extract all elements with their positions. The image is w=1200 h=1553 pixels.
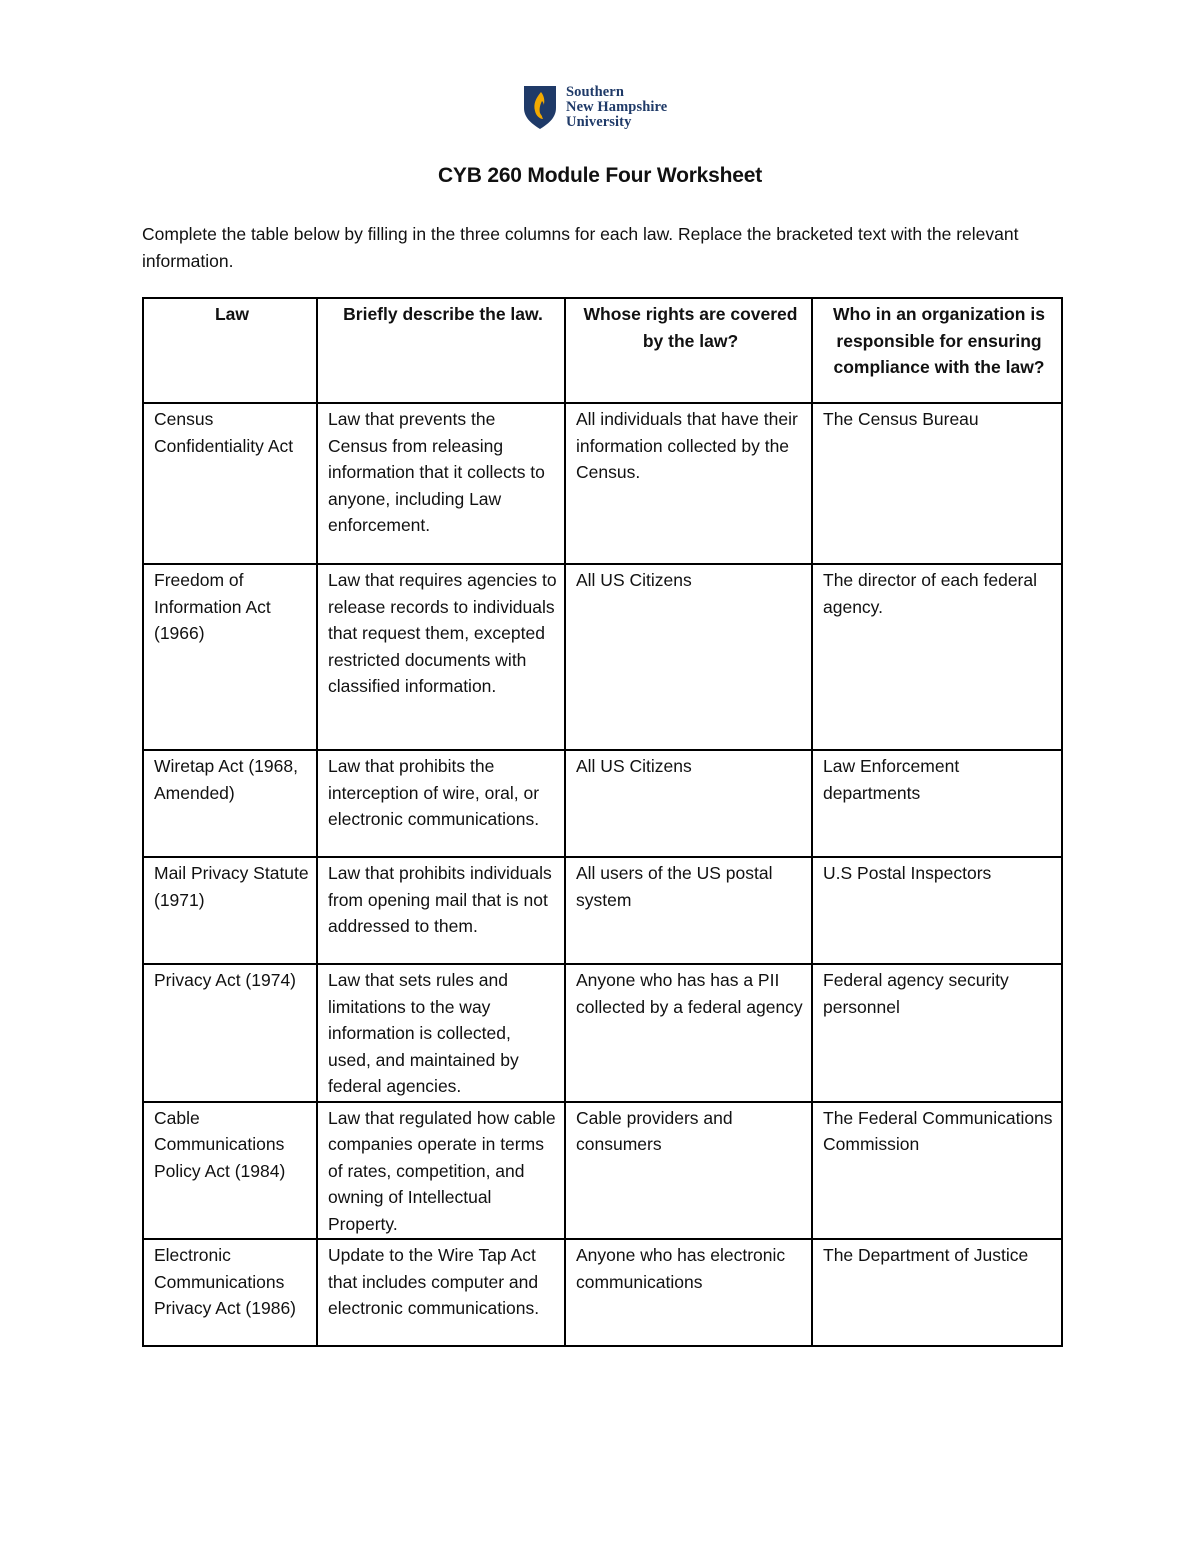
rights-cell: Anyone who has has a PII collected by a federal agency [565, 964, 812, 1102]
rights-cell: Cable providers and consumers [565, 1102, 812, 1240]
responsible-cell: The Census Bureau [812, 403, 1062, 564]
responsible-cell: Federal agency security personnel [812, 964, 1062, 1102]
law-cell: Cable Communications Policy Act (1984) [143, 1102, 317, 1240]
description-cell: Update to the Wire Tap Act that includes computer and electronic communications. [317, 1239, 565, 1346]
law-cell: Electronic Communications Privacy Act (1986) [143, 1239, 317, 1346]
table-header-row [143, 298, 1062, 403]
table-row [143, 564, 1062, 750]
law-cell: Freedom of Information Act (1966) [143, 564, 317, 750]
logo-wordmark [566, 85, 667, 130]
logo-line-university: University [566, 113, 632, 130]
description-cell: Law that requires agencies to release records to individuals that request them, excepted restricted documents with classified information. [317, 564, 565, 750]
responsible-cell: Law Enforcement departments [812, 750, 1062, 857]
logo-line-new-hampshire: New Hampshire [566, 98, 668, 115]
description-cell: Law that prohibits the interception of wire, oral, or electronic communications. [317, 750, 565, 857]
rights-cell: All US Citizens [565, 750, 812, 857]
table-row [143, 964, 1062, 1102]
rights-cell: All individuals that have their information collected by the Census. [565, 403, 812, 564]
rights-cell: All US Citizens [565, 564, 812, 750]
table-row [143, 1239, 1062, 1346]
responsible-cell: The Department of Justice [812, 1239, 1062, 1346]
header-law: Law [143, 298, 317, 403]
description-cell: Law that regulated how cable companies operate in terms of rates, competition, and owning of Intellectual Property. [317, 1102, 565, 1240]
page-title: CYB 260 Module Four Worksheet [437, 164, 763, 187]
header-responsible: Who in an organization is responsible for ensuring compliance with the law? [812, 298, 1062, 403]
logo-line-southern: Southern [566, 83, 625, 100]
rights-cell: All users of the US postal system [565, 857, 812, 964]
responsible-cell: The director of each federal agency. [812, 564, 1062, 750]
responsible-cell: The Federal Communications Commission [812, 1102, 1062, 1240]
flame-shield-icon [522, 84, 558, 130]
table-row [143, 403, 1062, 564]
responsible-cell: U.S Postal Inspectors [812, 857, 1062, 964]
header-rights: Whose rights are covered by the law? [565, 298, 812, 403]
rights-cell: Anyone who has electronic communications [565, 1239, 812, 1346]
table-row [143, 1102, 1062, 1240]
law-cell: Privacy Act (1974) [143, 964, 317, 1102]
university-logo [522, 84, 667, 130]
table-row [143, 857, 1062, 964]
laws-table [142, 297, 1063, 1347]
law-cell: Census Confidentiality Act [143, 403, 317, 564]
table-row [143, 750, 1062, 857]
header-description: Briefly describe the law. [317, 298, 565, 403]
description-cell: Law that prevents the Census from releasing information that it collects to anyone, including Law enforcement. [317, 403, 565, 564]
description-cell: Law that prohibits individuals from opening mail that is not addressed to them. [317, 857, 565, 964]
description-cell: Law that sets rules and limitations to the way information is collected, used, and maintained by federal agencies. [317, 964, 565, 1102]
law-cell: Mail Privacy Statute (1971) [143, 857, 317, 964]
law-cell: Wiretap Act (1968, Amended) [143, 750, 317, 857]
instructions-paragraph: Complete the table below by filling in the three columns for each law. Replace the bracketed text with the relevant information. [142, 224, 1019, 271]
